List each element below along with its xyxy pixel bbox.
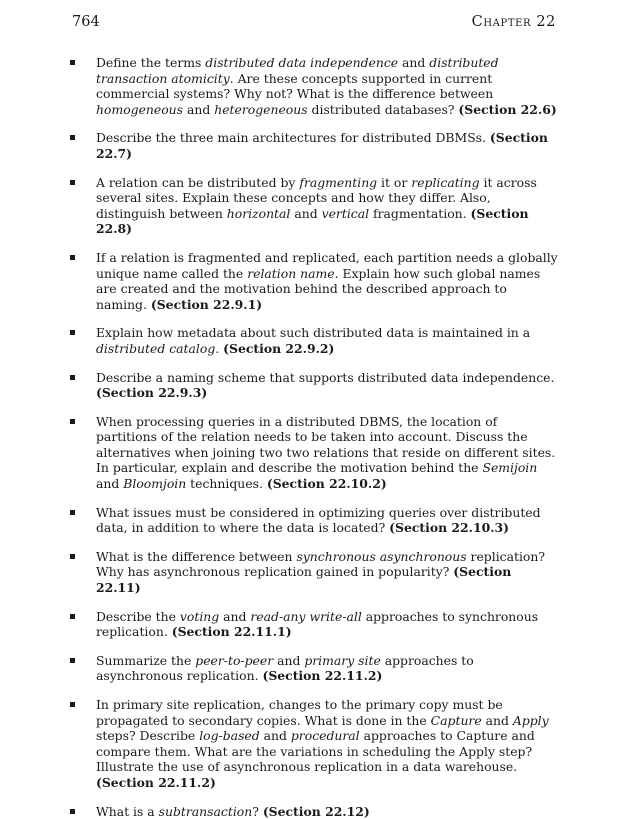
- text-run: and: [290, 205, 322, 221]
- list-item: [70, 370, 560, 401]
- list-item: [70, 505, 560, 536]
- bullet-icon: [70, 330, 75, 335]
- list-item: [70, 250, 560, 312]
- emphasized-term: peer-to-peer: [195, 652, 274, 668]
- bullet-icon: [70, 510, 75, 515]
- item-text: [96, 55, 499, 117]
- bullet-icon: [70, 554, 75, 559]
- emphasized-term: distributed transaction atomicity: [96, 55, 499, 86]
- bullet-icon: [70, 375, 75, 380]
- section-reference: (Section 22.11.2): [262, 668, 383, 684]
- list-item: [70, 130, 560, 161]
- text-run: distributed databases?: [307, 101, 459, 117]
- bullet-icon: [70, 702, 75, 707]
- text-run: and: [481, 712, 513, 728]
- text-run: What is a: [96, 803, 159, 819]
- section-reference: (Section 22.11.1): [171, 624, 292, 640]
- text-run: and: [398, 55, 430, 70]
- text-run: Describe a naming scheme that supports distributed data independence.: [96, 369, 555, 385]
- emphasized-term: Capture: [430, 712, 482, 728]
- text-run: techniques.: [186, 476, 267, 492]
- section-reference: (Section 22.10.2): [266, 476, 387, 492]
- text-run: In primary site replication, changes to the primary copy must be propagated to secondary copies. What is done in the: [96, 697, 503, 728]
- emphasized-term: subtransaction: [158, 803, 253, 819]
- list-item: [70, 325, 560, 356]
- emphasized-term: vertical: [321, 205, 370, 221]
- section-reference: (Section 22.9.1): [150, 296, 263, 312]
- text-run: Explain how metadata about such distributed data is maintained in a: [96, 325, 531, 341]
- emphasized-term: homogeneous: [96, 101, 184, 117]
- section-reference: (Section 22.7): [96, 130, 548, 161]
- chapter-header: Chapter 22: [471, 14, 556, 30]
- text-run: fragmentation.: [369, 205, 471, 221]
- text-run: and: [96, 476, 124, 492]
- section-reference: (Section 22.9.2): [223, 340, 335, 356]
- text-run: it or: [377, 174, 412, 190]
- emphasized-term: distributed catalog: [96, 340, 216, 356]
- text-run: approaches to Capture and compare them. What are the variations in scheduling the Apply step? Illustrate the use of asynchronous replication in a data warehouse.: [96, 728, 535, 775]
- section-reference: (Section 22.10.3): [389, 520, 510, 536]
- section-reference: (Section 22.12): [262, 803, 370, 819]
- section-reference: (Section 22.11): [96, 564, 512, 596]
- emphasized-term: Apply: [512, 712, 549, 728]
- bullet-icon: [70, 809, 75, 814]
- emphasized-term: replicating: [411, 174, 480, 190]
- text-run: .: [215, 340, 224, 356]
- emphasized-term: procedural: [290, 728, 360, 744]
- text-run: approaches to asynchronous replication.: [96, 652, 474, 684]
- text-run: it across several sites. Explain these concepts and how they differ. Also, distinguish between: [96, 174, 537, 221]
- text-run: and: [259, 728, 291, 744]
- list-item: [70, 804, 560, 819]
- text-run: Define the terms: [96, 55, 206, 70]
- list-item: [70, 414, 560, 492]
- section-reference: (Section 22.6): [458, 101, 557, 117]
- emphasized-term: Bloomjoin: [123, 476, 187, 492]
- text-run: What issues must be considered in optimizing queries over distributed data, in addition to where the data is located?: [96, 504, 541, 536]
- bullet-icon: [70, 658, 75, 663]
- text-run: ?: [252, 803, 263, 819]
- emphasized-term: Semijoin: [482, 460, 538, 476]
- bullet-icon: [70, 180, 75, 185]
- emphasized-term: voting: [179, 608, 220, 624]
- text-run: What is the difference between: [96, 548, 297, 564]
- text-run: Summarize the: [96, 652, 196, 668]
- emphasized-term: read-any write-all: [250, 608, 362, 624]
- emphasized-term: fragmenting: [299, 174, 378, 190]
- item-text: [96, 697, 549, 774]
- item-text: [96, 130, 490, 145]
- bullet-icon: [70, 614, 75, 619]
- list-item: [70, 549, 560, 596]
- item-text: [96, 370, 554, 385]
- section-reference: (Section 22.8): [96, 205, 529, 237]
- text-run: Describe the three main architectures for distributed DBMSs.: [96, 130, 490, 146]
- bullet-icon: [70, 60, 75, 65]
- text-run: If a relation is fragmented and replicated, each partition needs a globally unique name called the: [96, 249, 558, 281]
- emphasized-term: distributed data independence: [205, 55, 399, 70]
- bullet-icon: [70, 255, 75, 260]
- emphasized-term: synchronous asynchronous: [296, 548, 467, 564]
- section-reference: (Section 22.9.3): [96, 385, 208, 401]
- list-item: [70, 609, 560, 640]
- text-run: A relation can be distributed by: [96, 174, 300, 190]
- review-questions-list: [70, 55, 560, 819]
- emphasized-term: log-based: [199, 728, 260, 744]
- bullet-icon: [70, 419, 75, 424]
- text-run: and: [273, 652, 305, 668]
- emphasized-term: relation name: [247, 265, 335, 281]
- text-run: and: [183, 101, 215, 117]
- item-text: [96, 609, 538, 640]
- text-run: When processing queries in a distributed DBMS, the location of partitions of the relation needs to be taken into account. Discuss the alternatives when joining two two relations that reside on different sites. In particular, explain and describe the motivation behind the: [96, 413, 556, 476]
- section-reference: (Section 22.11.2): [96, 774, 216, 790]
- page-number: 764: [72, 14, 100, 30]
- text-run: . Are these concepts supported in current commercial systems? Why not? What is the difference between: [96, 70, 494, 102]
- list-item: [70, 697, 560, 791]
- list-item: [70, 653, 560, 684]
- emphasized-term: heterogeneous: [214, 101, 308, 117]
- bullet-icon: [70, 135, 75, 140]
- text-run: approaches to synchronous replication.: [96, 608, 539, 640]
- emphasized-term: horizontal: [226, 205, 291, 221]
- item-text: [96, 804, 263, 819]
- text-run: steps? Describe: [96, 728, 200, 744]
- text-run: Describe the: [96, 608, 180, 624]
- emphasized-term: primary site: [304, 652, 381, 668]
- text-run: and: [219, 608, 251, 624]
- list-item: [70, 175, 560, 237]
- text-run: . Explain how such global names are created and the motivation behind the described approach to naming.: [96, 265, 541, 312]
- text-run: replication? Why has asynchronous replication gained in popularity?: [96, 548, 546, 580]
- list-item: [70, 55, 560, 117]
